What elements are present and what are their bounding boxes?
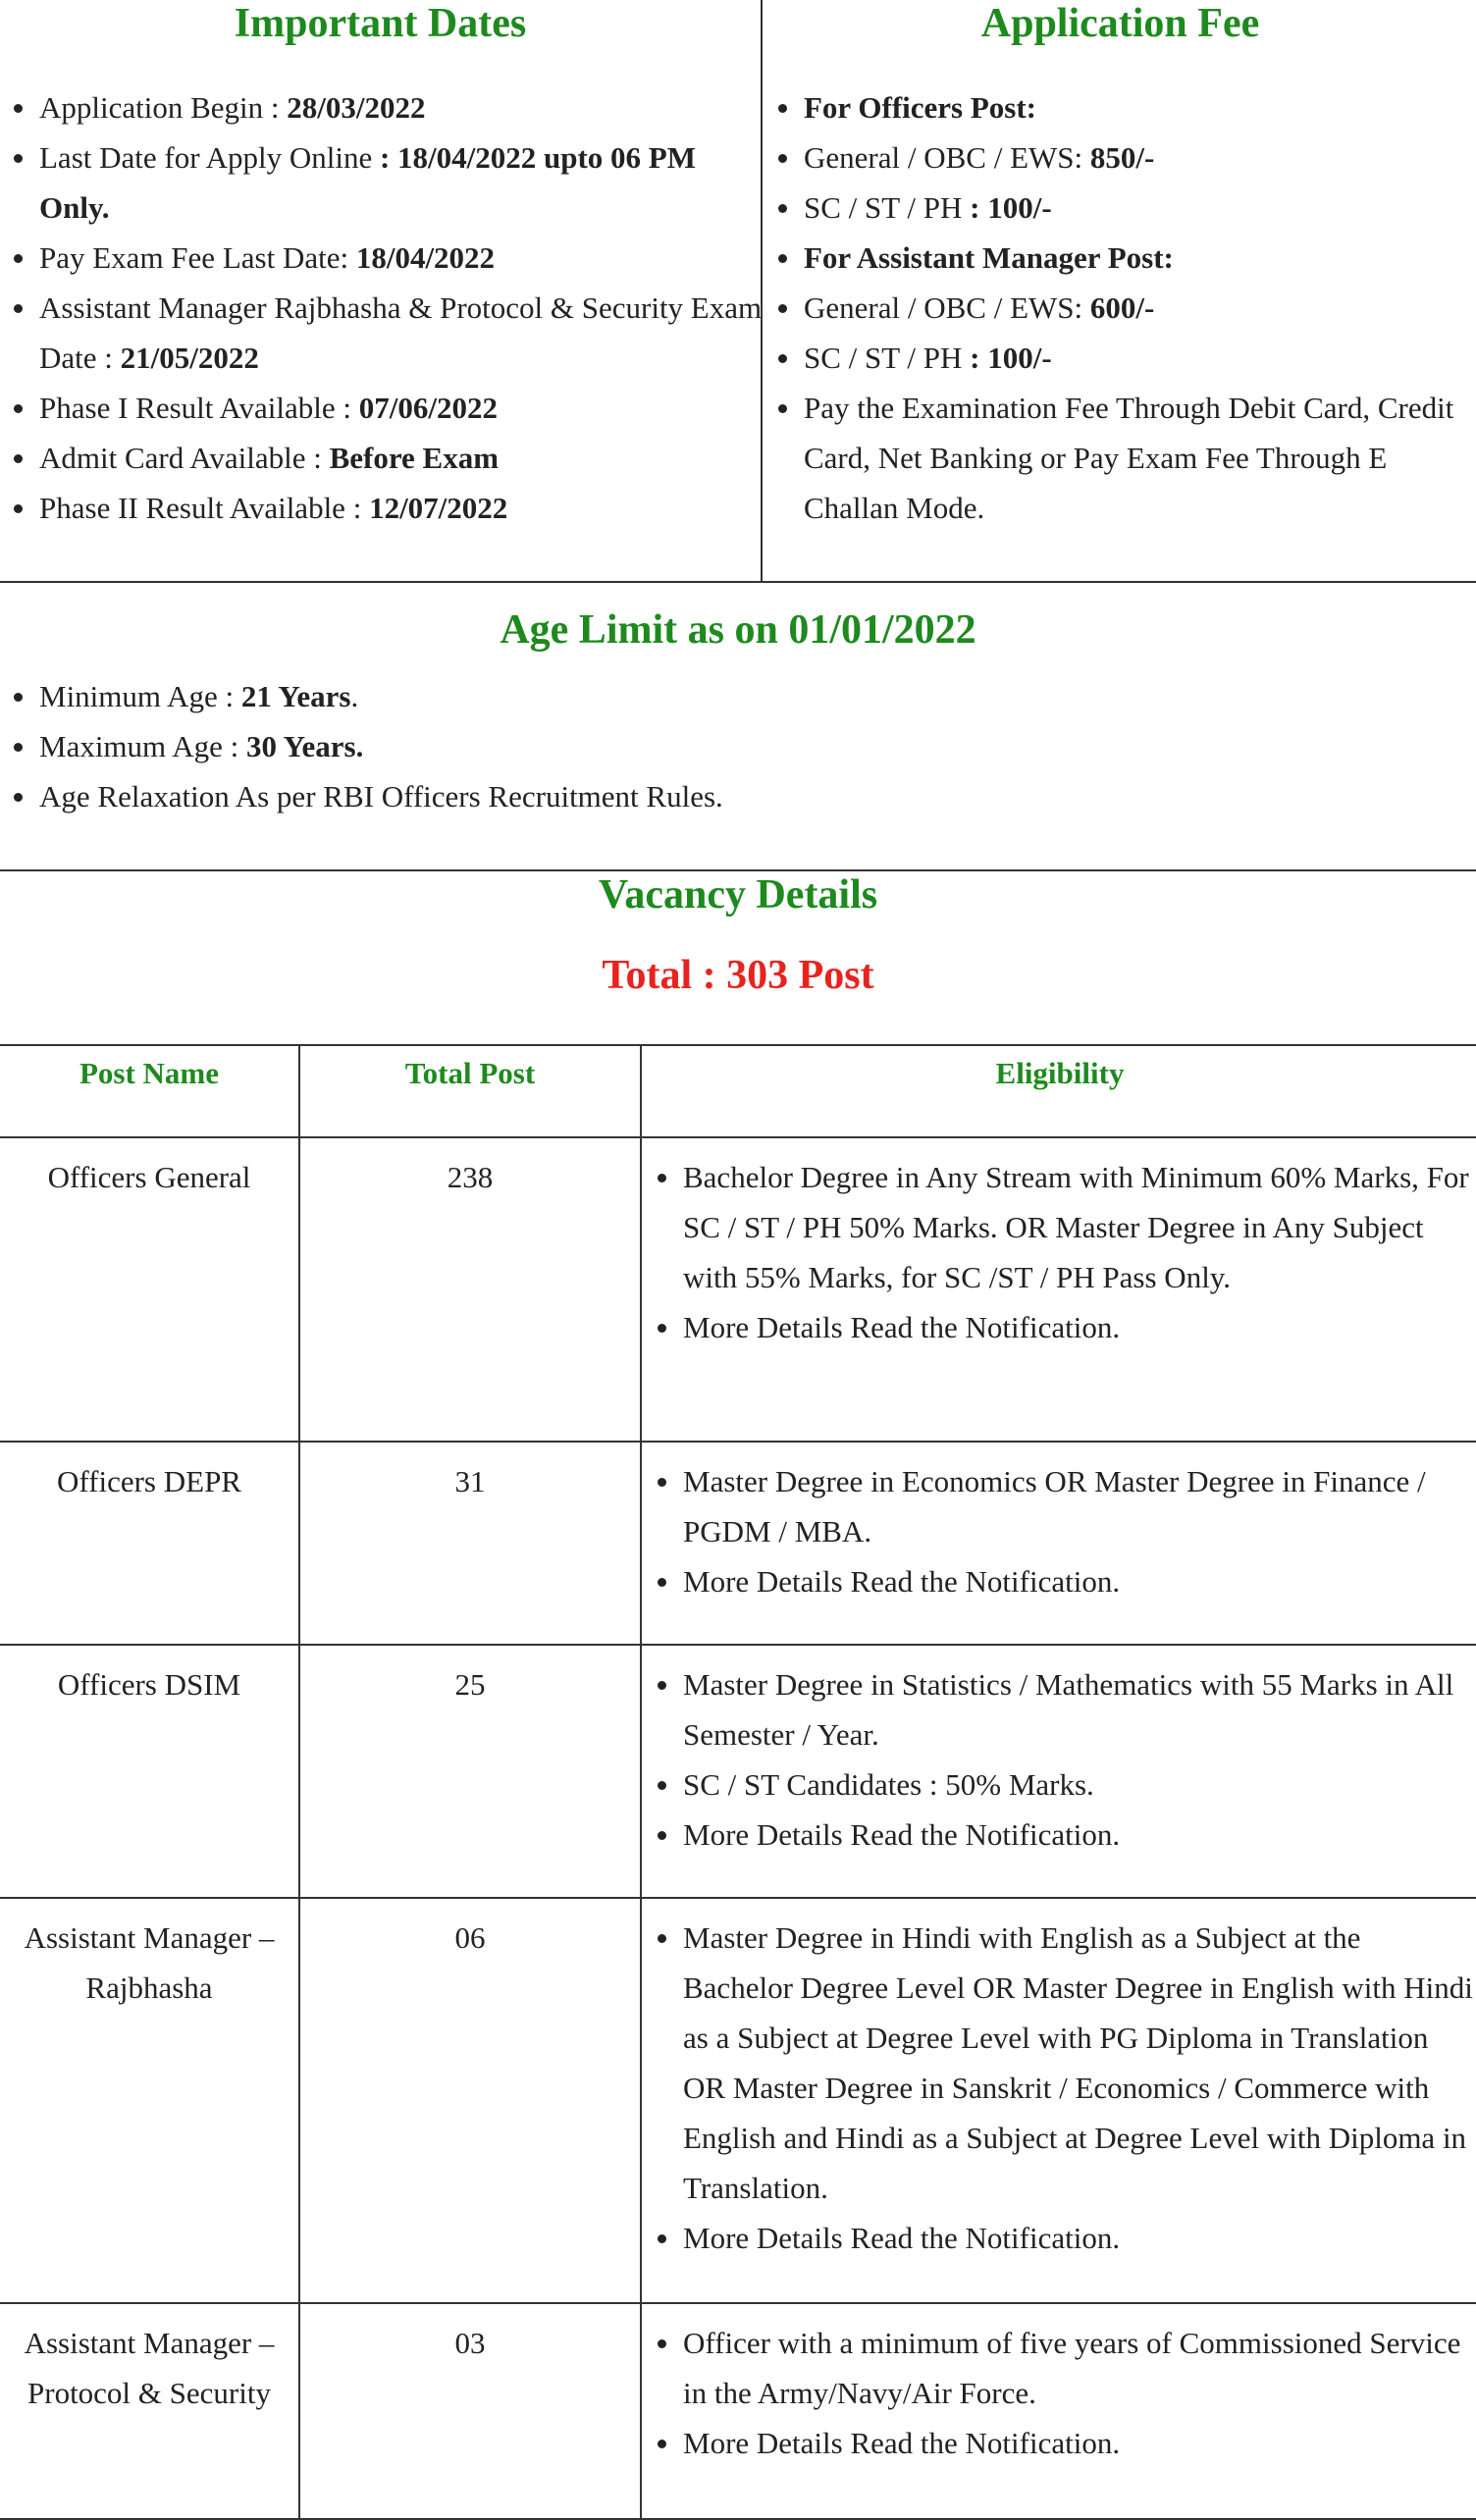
table-row [0, 1898, 1476, 2303]
total-post-cell: 25 [299, 1645, 641, 1898]
list-item: More Details Read the Notification. [642, 2418, 1476, 2468]
list-item: General / OBC / EWS: 850/- [764, 132, 1471, 183]
table-row [0, 2303, 1476, 2519]
list-item: More Details Read the Notification. [642, 2213, 1476, 2263]
list-item: For Officers Post: [764, 82, 1471, 132]
post-name-cell: Officers General [0, 1137, 299, 1442]
important-dates-title: Important Dates [234, 1, 527, 46]
list-item: Master Degree in Hindi with English as a Subject at the Bachelor Degree Level OR Master Degree in English with Hindi as a Subject at Degree Level with PG Diploma in Translation OR Master Degree in Sanskrit / Economics / Commerce with English and Hindi as a Subject at Degree Level with Diploma in Translation. [642, 1913, 1476, 2213]
vacancy-title: Vacancy Details [598, 872, 878, 918]
total-post-cell: 238 [299, 1137, 641, 1442]
post-name-cell: Assistant Manager – Protocol & Security [0, 2303, 299, 2519]
eligibility-cell [641, 1898, 1476, 2303]
vacancy-total: Total : 303 Post [602, 953, 874, 998]
list-item: Pay the Examination Fee Through Debit Card, Credit Card, Net Banking or Pay Exam Fee Through E Challan Mode. [764, 383, 1471, 533]
list-item: Master Degree in Economics OR Master Degree in Finance / PGDM / MBA. [642, 1456, 1476, 1556]
list-item: SC / ST / PH : 100/- [764, 333, 1471, 383]
post-name-cell: Officers DSIM [0, 1645, 299, 1898]
application-fee-list [764, 82, 1471, 533]
list-item: Last Date for Apply Online : 18/04/2022 upto 06 PM Only. [0, 132, 763, 233]
application-fee-title: Application Fee [980, 1, 1260, 46]
table-header-row [0, 1045, 1476, 1137]
header-post-name: Post Name [0, 1045, 299, 1137]
eligibility-cell [641, 2303, 1476, 2519]
list-item: Age Relaxation As per RBI Officers Recruitment Rules. [0, 771, 1476, 821]
list-item: Minimum Age : 21 Years. [0, 671, 1476, 721]
list-item: SC / ST / PH : 100/- [764, 183, 1471, 233]
header-eligibility: Eligibility [641, 1045, 1476, 1137]
list-item: Assistant Manager Rajbhasha & Protocol & Security Exam Date : 21/05/2022 [0, 283, 763, 383]
list-item: Phase II Result Available : 12/07/2022 [0, 483, 763, 533]
age-limit-title: Age Limit as on 01/01/2022 [500, 607, 976, 653]
list-item: Admit Card Available : Before Exam [0, 433, 763, 483]
post-name-cell: Assistant Manager – Rajbhasha [0, 1898, 299, 2303]
table-row [0, 1137, 1476, 1442]
list-item: Bachelor Degree in Any Stream with Minimum 60% Marks, For SC / ST / PH 50% Marks. OR Master Degree in Any Subject with 55% Marks, for SC /ST / PH Pass Only. [642, 1152, 1476, 1302]
total-post-cell: 31 [299, 1442, 641, 1645]
list-item: More Details Read the Notification. [642, 1302, 1476, 1352]
list-item: SC / ST Candidates : 50% Marks. [642, 1759, 1476, 1810]
list-item: Maximum Age : 30 Years. [0, 721, 1476, 771]
total-post-cell: 06 [299, 1898, 641, 2303]
header-total-post: Total Post [299, 1045, 641, 1137]
list-item: General / OBC / EWS: 600/- [764, 283, 1471, 333]
dates-fee-section [0, 0, 1476, 583]
list-item: Phase I Result Available : 07/06/2022 [0, 383, 763, 433]
list-item: Application Begin : 28/03/2022 [0, 82, 763, 132]
eligibility-cell [641, 1442, 1476, 1645]
list-item: More Details Read the Notification. [642, 1556, 1476, 1606]
age-limit-section [0, 583, 1476, 871]
total-post-cell: 03 [299, 2303, 641, 2519]
vacancy-table [0, 1044, 1476, 2520]
application-fee-panel [764, 0, 1476, 583]
list-item: More Details Read the Notification. [642, 1810, 1476, 1860]
list-item: Pay Exam Fee Last Date: 18/04/2022 [0, 233, 763, 283]
list-item: Master Degree in Statistics / Mathematics with 55 Marks in All Semester / Year. [642, 1659, 1476, 1759]
list-item: For Assistant Manager Post: [764, 233, 1471, 283]
post-name-cell: Officers DEPR [0, 1442, 299, 1645]
important-dates-list [0, 82, 763, 533]
list-item: Officer with a minimum of five years of Commissioned Service in the Army/Navy/Air Force. [642, 2318, 1476, 2418]
table-row [0, 1645, 1476, 1898]
table-row [0, 1442, 1476, 1645]
eligibility-cell [641, 1645, 1476, 1898]
eligibility-cell [641, 1137, 1476, 1442]
important-dates-panel [0, 0, 763, 583]
age-limit-list [0, 671, 1476, 821]
